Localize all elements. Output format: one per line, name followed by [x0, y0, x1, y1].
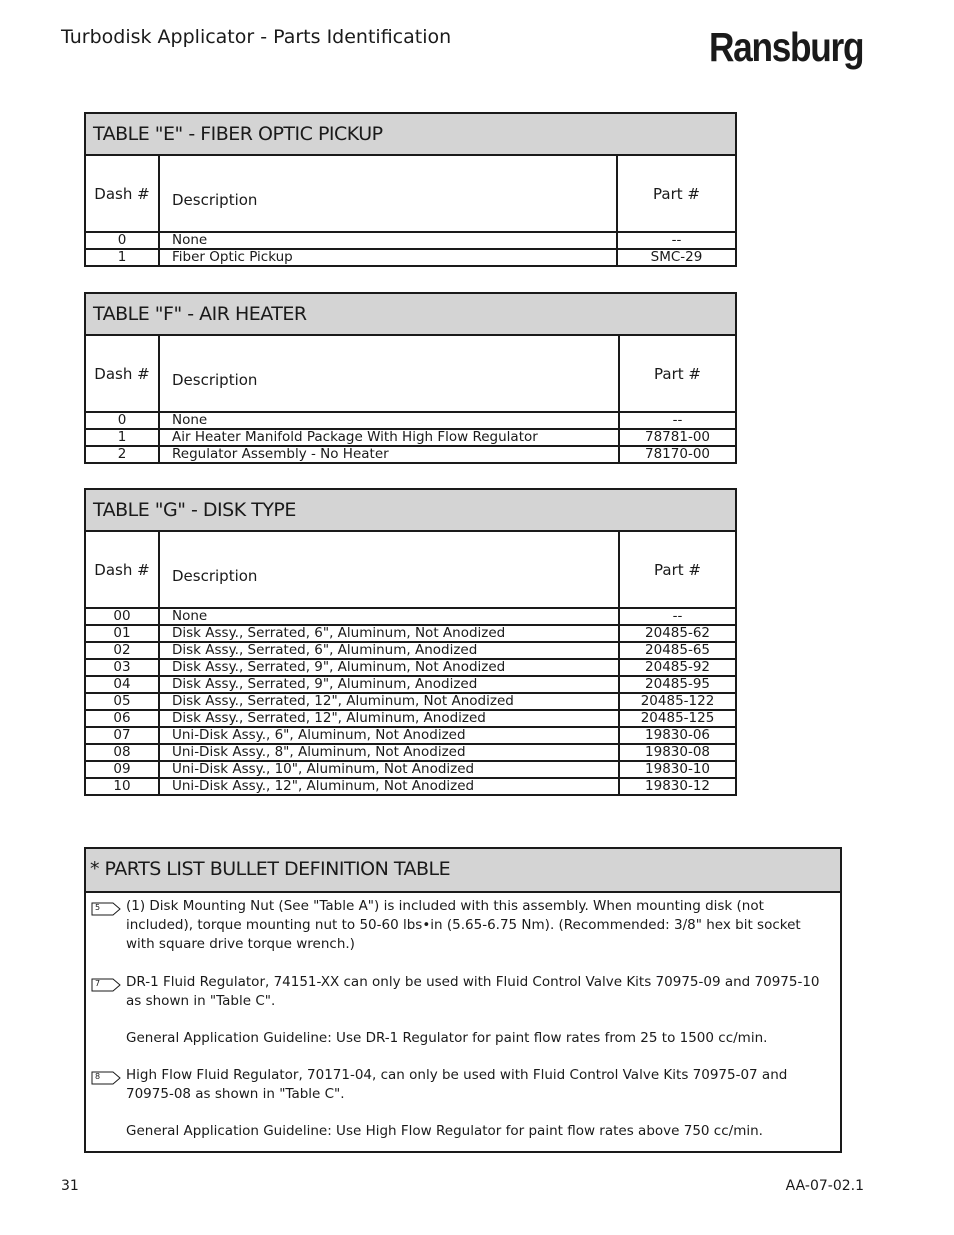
description-cell: Uni-Disk Assy., 8", Aluminum, Not Anodized	[159, 744, 619, 761]
part-number-cell: 19830-08	[619, 744, 736, 761]
part-number-cell: 20485-65	[619, 642, 736, 659]
part-number-cell: 20485-122	[619, 693, 736, 710]
dash-cell: 02	[85, 642, 159, 659]
bullet-item-7	[126, 973, 821, 1048]
table-g-title: TABLE "G" - DISK TYPE	[85, 489, 736, 531]
table-row	[85, 249, 736, 266]
bullet-8-guideline: General Application Guideline: Use High Flow Regulator for paint flow rates above 750 cc/min.	[126, 1123, 763, 1139]
dash-cell: 2	[85, 446, 159, 463]
ransburg-logo: Ransburg	[709, 24, 864, 70]
dash-cell: 09	[85, 761, 159, 778]
table-row	[85, 744, 736, 761]
dash-cell: 0	[85, 412, 159, 429]
document-number: AA-07-02.1	[785, 1178, 864, 1194]
table-e-column-headers	[85, 155, 736, 232]
part-number-cell: 78781-00	[619, 429, 736, 446]
description-cell: None	[159, 412, 619, 429]
page-header-title: Turbodisk Applicator - Parts Identification	[61, 26, 452, 48]
description-cell: None	[159, 232, 617, 249]
description-cell: Uni-Disk Assy., 6", Aluminum, Not Anodized	[159, 727, 619, 744]
dash-column-header: Dash #	[85, 155, 159, 232]
bullet-definition-table	[84, 847, 842, 1153]
bullet-7-guideline: General Application Guideline: Use DR-1 Regulator for paint flow rates from 25 to 1500 cc/min.	[126, 1030, 768, 1046]
description-cell: Disk Assy., Serrated, 9", Aluminum, Not Anodized	[159, 659, 619, 676]
bullet-item-8	[126, 1066, 821, 1141]
table-f-column-headers	[85, 335, 736, 412]
part-number-cell: 19830-06	[619, 727, 736, 744]
description-column-header: Description	[159, 155, 617, 232]
table-row	[85, 693, 736, 710]
table-row	[85, 429, 736, 446]
part-number-cell: 19830-10	[619, 761, 736, 778]
table-f-air-heater	[84, 292, 737, 464]
dash-column-header: Dash #	[85, 335, 159, 412]
table-row	[85, 761, 736, 778]
table-e-title: TABLE "E" - FIBER OPTIC PICKUP	[85, 113, 736, 155]
bullet-5-text: (1) Disk Mounting Nut (See "Table A") is included with this assembly. When mounting disk (not included), torque mounting nut to 50-60 lbs•in (5.65-6.75 Nm). (Recommended: 3/8" hex bit socket with square drive torque wrench.)	[126, 898, 801, 952]
dash-column-header: Dash #	[85, 531, 159, 608]
dash-cell: 00	[85, 608, 159, 625]
dash-cell: 01	[85, 625, 159, 642]
part-number-cell: --	[617, 232, 736, 249]
table-row	[85, 659, 736, 676]
description-cell: Disk Assy., Serrated, 9", Aluminum, Anodized	[159, 676, 619, 693]
part-number-cell: 78170-00	[619, 446, 736, 463]
part-number-cell: 20485-92	[619, 659, 736, 676]
table-row	[85, 608, 736, 625]
description-column-header: Description	[159, 531, 619, 608]
description-cell: Fiber Optic Pickup	[159, 249, 617, 266]
description-cell: Uni-Disk Assy., 12", Aluminum, Not Anodized	[159, 778, 619, 795]
table-row	[85, 412, 736, 429]
table-row	[85, 778, 736, 795]
part-number-cell: --	[619, 412, 736, 429]
description-cell: Disk Assy., Serrated, 12", Aluminum, Anodized	[159, 710, 619, 727]
dash-cell: 03	[85, 659, 159, 676]
table-row	[85, 710, 736, 727]
bullet-5-marker: 5	[95, 903, 101, 912]
bullet-8-text: High Flow Fluid Regulator, 70171-04, can only be used with Fluid Control Valve Kits 70975-07 and 70975-08 as shown in "Table C".	[126, 1067, 788, 1102]
bullet-item-5	[126, 897, 821, 954]
description-cell: Air Heater Manifold Package With High Flow Regulator	[159, 429, 619, 446]
dash-cell: 08	[85, 744, 159, 761]
table-row	[85, 446, 736, 463]
table-row	[85, 727, 736, 744]
bullet-8-marker: 8	[95, 1072, 101, 1081]
bullet-7-marker: 7	[95, 979, 101, 988]
part-number-cell: 20485-62	[619, 625, 736, 642]
dash-cell: 1	[85, 249, 159, 266]
dash-cell: 05	[85, 693, 159, 710]
part-number-cell: --	[619, 608, 736, 625]
bullet-7-text: DR-1 Fluid Regulator, 74151-XX can only be used with Fluid Control Valve Kits 70975-09 and 70975-10 as shown in "Table C".	[126, 974, 820, 1009]
description-cell: Regulator Assembly - No Heater	[159, 446, 619, 463]
part-column-header: Part #	[619, 335, 736, 412]
part-number-cell: 20485-125	[619, 710, 736, 727]
dash-cell: 07	[85, 727, 159, 744]
dash-cell: 06	[85, 710, 159, 727]
table-row	[85, 676, 736, 693]
table-row	[85, 642, 736, 659]
table-g-disk-type	[84, 488, 737, 796]
description-cell: Uni-Disk Assy., 10", Aluminum, Not Anodized	[159, 761, 619, 778]
part-number-cell: 19830-12	[619, 778, 736, 795]
table-g-column-headers	[85, 531, 736, 608]
description-column-header: Description	[159, 335, 619, 412]
table-e-fiber-optic-pickup	[84, 112, 737, 267]
bullet-table-title: * PARTS LIST BULLET DEFINITION TABLE	[86, 849, 840, 893]
description-cell: Disk Assy., Serrated, 12", Aluminum, Not Anodized	[159, 693, 619, 710]
dash-cell: 10	[85, 778, 159, 795]
part-number-cell: 20485-95	[619, 676, 736, 693]
description-cell: Disk Assy., Serrated, 6", Aluminum, Not Anodized	[159, 625, 619, 642]
part-number-cell: SMC-29	[617, 249, 736, 266]
dash-cell: 1	[85, 429, 159, 446]
table-row	[85, 232, 736, 249]
part-column-header: Part #	[617, 155, 736, 232]
part-column-header: Part #	[619, 531, 736, 608]
page-number: 31	[61, 1178, 79, 1194]
description-cell: None	[159, 608, 619, 625]
table-f-title: TABLE "F" - AIR HEATER	[85, 293, 736, 335]
table-row	[85, 625, 736, 642]
dash-cell: 04	[85, 676, 159, 693]
dash-cell: 0	[85, 232, 159, 249]
description-cell: Disk Assy., Serrated, 6", Aluminum, Anodized	[159, 642, 619, 659]
